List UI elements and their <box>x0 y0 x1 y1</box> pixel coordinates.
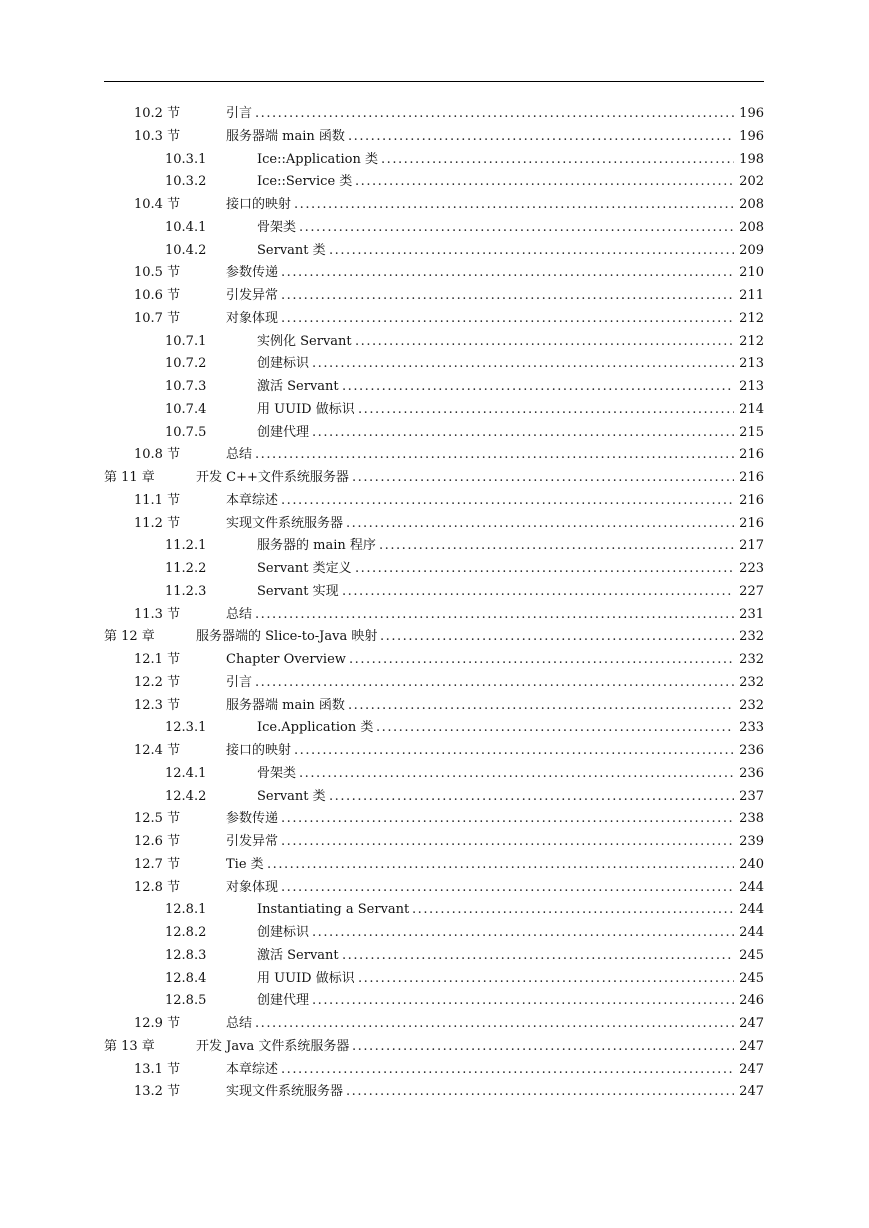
toc-entry-number: 10.7.1 <box>165 333 207 349</box>
toc-entry-section[interactable] <box>0 103 869 126</box>
toc-leader-dots <box>355 558 734 581</box>
toc-entry-sub[interactable] <box>0 581 869 604</box>
toc-leader-dots <box>299 217 734 240</box>
toc-entry-page-number: 232 <box>739 652 764 667</box>
toc-entry-title: Servant 实现 <box>257 583 339 599</box>
toc-entry-page-number: 247 <box>739 1084 764 1100</box>
toc-entry-title: 引发异常 <box>226 834 279 849</box>
toc-entry-page-number: 198 <box>739 151 764 167</box>
toc-entry-number: 12.3.1 <box>165 720 207 736</box>
toc-entry-number: 10.7 节 <box>134 310 181 326</box>
toc-entry-page-number: 236 <box>739 765 764 781</box>
toc-entry-title: 接口的映射 <box>226 197 292 212</box>
toc-entry-number: 10.3.2 <box>165 174 207 190</box>
toc-entry-number: 12.4 节 <box>134 743 181 758</box>
toc-entry-page-number: 196 <box>739 128 764 144</box>
toc-entry-section[interactable] <box>0 604 869 627</box>
toc-entry-page-number: 244 <box>739 925 764 940</box>
toc-entry-sub[interactable] <box>0 240 869 263</box>
toc-leader-dots <box>255 1013 734 1036</box>
toc-entry-section[interactable] <box>0 444 869 467</box>
toc-entry-section[interactable] <box>0 1013 869 1036</box>
toc-entry-sub[interactable] <box>0 717 869 740</box>
toc-entry-number: 11.2 节 <box>134 515 181 531</box>
toc-leader-dots <box>294 194 734 217</box>
toc-entry-section[interactable] <box>0 285 869 308</box>
toc-entry-title: Servant 类 <box>257 788 326 804</box>
toc-leader-dots <box>281 831 734 854</box>
toc-entry-number: 第 11 章 <box>104 470 155 485</box>
toc-entry-title: 创建代理 <box>257 424 310 440</box>
toc-entry-page-number: 232 <box>739 697 764 713</box>
toc-entry-page-number: 247 <box>739 1061 764 1077</box>
toc-entry-title: Servant 类定义 <box>257 561 352 576</box>
toc-entry-page-number: 240 <box>739 856 764 872</box>
toc-entry-page-number: 214 <box>739 401 764 417</box>
toc-leader-dots <box>352 1036 734 1059</box>
toc-entry-section[interactable] <box>0 126 869 149</box>
toc-leader-dots <box>358 399 734 422</box>
toc-entry-sub[interactable] <box>0 331 869 354</box>
toc-leader-dots <box>358 968 734 991</box>
toc-entry-page-number: 212 <box>739 333 764 349</box>
toc-entry-number: 10.2 节 <box>134 106 181 121</box>
toc-entry-section[interactable] <box>0 808 869 831</box>
toc-entry-title: 用 UUID 做标识 <box>257 401 355 417</box>
toc-entry-section[interactable] <box>0 740 869 763</box>
toc-entry-title: 总结 <box>226 1016 253 1031</box>
toc-entry-title: 引言 <box>226 674 253 690</box>
toc-entry-title: 参数传递 <box>226 811 279 827</box>
toc-entry-sub[interactable] <box>0 171 869 194</box>
toc-entry-title: 实现文件系统服务器 <box>226 1084 344 1100</box>
toc-entry-number: 12.8.4 <box>165 970 207 986</box>
toc-entry-number: 11.2.3 <box>165 583 207 599</box>
toc-leader-dots <box>352 467 734 490</box>
toc-entry-page-number: 245 <box>739 970 764 986</box>
toc-leader-dots <box>349 649 734 672</box>
toc-entry-number: 12.8.1 <box>165 902 207 918</box>
toc-entry-number: 11.1 节 <box>134 492 181 508</box>
toc-entry-page-number: 227 <box>739 583 764 599</box>
toc-entry-title: 激活 Servant <box>257 379 339 394</box>
toc-entry-number: 10.7.2 <box>165 356 207 372</box>
toc-entry-title: 开发 C++文件系统服务器 <box>196 470 349 485</box>
toc-leader-dots <box>312 353 734 376</box>
toc-leader-dots <box>267 854 734 877</box>
toc-entry-number: 10.5 节 <box>134 265 181 281</box>
toc-entry-title: Chapter Overview <box>226 652 346 667</box>
toc-entry-page-number: 215 <box>739 424 764 440</box>
toc-entry-number: 12.1 节 <box>134 652 181 667</box>
toc-entry-page-number: 208 <box>739 219 764 235</box>
toc-entry-page-number: 223 <box>739 561 764 576</box>
toc-leader-dots <box>342 581 734 604</box>
toc-entry-sub[interactable] <box>0 353 869 376</box>
toc-leader-dots <box>355 171 734 194</box>
toc-entry-page-number: 216 <box>739 470 764 485</box>
toc-entry-title: 总结 <box>226 447 253 463</box>
toc-entry-sub[interactable] <box>0 945 869 968</box>
toc-entry-title: Ice::Service 类 <box>257 174 353 190</box>
toc-entry-page-number: 232 <box>739 629 764 645</box>
toc-leader-dots <box>281 1059 734 1082</box>
toc-entry-sub[interactable] <box>0 922 869 945</box>
toc-entry-number: 11.2.2 <box>165 561 207 576</box>
toc-leader-dots <box>255 672 734 695</box>
toc-entry-title: 骨架类 <box>257 765 297 781</box>
toc-leader-dots <box>346 513 734 536</box>
toc-entry-number: 13.1 节 <box>134 1061 181 1077</box>
toc-entry-page-number: 210 <box>739 265 764 281</box>
toc-entry-page-number: 237 <box>739 788 764 804</box>
toc-entry-number: 12.2 节 <box>134 674 181 690</box>
toc-leader-dots <box>281 262 734 285</box>
toc-entry-page-number: 216 <box>739 515 764 531</box>
toc-entry-number: 12.4.2 <box>165 788 207 804</box>
toc-entry-page-number: 217 <box>739 538 764 554</box>
toc-entry-page-number: 238 <box>739 811 764 827</box>
toc-entry-title: 激活 Servant <box>257 947 339 963</box>
toc-entry-section[interactable] <box>0 194 869 217</box>
toc-entry-chapter[interactable] <box>0 467 869 490</box>
toc-entry-title: 引言 <box>226 106 253 121</box>
toc-entry-sub[interactable] <box>0 422 869 445</box>
toc-leader-dots <box>255 604 734 627</box>
toc-leader-dots <box>312 922 734 945</box>
toc-entry-section[interactable] <box>0 649 869 672</box>
toc-entry-number: 10.7.3 <box>165 379 207 394</box>
toc-entry-title: Ice::Application 类 <box>257 151 378 167</box>
toc-entry-sub[interactable] <box>0 217 869 240</box>
toc-entry-title: 服务器的 main 程序 <box>257 538 376 554</box>
toc-leader-dots <box>294 740 734 763</box>
toc-entry-title: 服务器端 main 函数 <box>226 128 345 144</box>
toc-entry-section[interactable] <box>0 877 869 900</box>
toc-entry-title: Ice.Application 类 <box>257 720 374 736</box>
toc-entry-title: 引发异常 <box>226 288 279 303</box>
toc-entry-number: 10.4.2 <box>165 242 207 258</box>
toc-entry-page-number: 245 <box>739 947 764 963</box>
toc-entry-number: 12.9 节 <box>134 1016 181 1031</box>
toc-entry-page-number: 202 <box>739 174 764 190</box>
toc-entry-number: 10.7.5 <box>165 424 207 440</box>
toc-entry-sub[interactable] <box>0 558 869 581</box>
toc-entry-title: Instantiating a Servant <box>257 902 410 918</box>
toc-leader-dots <box>346 1081 734 1104</box>
toc-entry-page-number: 244 <box>739 879 764 895</box>
toc-entry-sub[interactable] <box>0 149 869 172</box>
toc-entry-section[interactable] <box>0 513 869 536</box>
toc-entry-page-number: 211 <box>739 288 764 303</box>
toc-entry-page-number: 246 <box>739 993 764 1009</box>
toc-entry-title: 本章综述 <box>226 492 279 508</box>
toc-entry-section[interactable] <box>0 1059 869 1082</box>
toc-entry-number: 11.2.1 <box>165 538 207 554</box>
toc-entry-title: 实例化 Servant <box>257 333 352 349</box>
toc-entry-number: 第 12 章 <box>104 629 155 645</box>
toc-leader-dots <box>381 149 734 172</box>
toc-entry-number: 12.8.2 <box>165 925 207 940</box>
toc-entry-page-number: 213 <box>739 356 764 372</box>
toc-leader-dots <box>412 899 734 922</box>
toc-entry-title: 创建标识 <box>257 356 310 372</box>
toc-entry-title: 创建标识 <box>257 925 310 940</box>
toc-entry-section[interactable] <box>0 672 869 695</box>
toc-leader-dots <box>281 490 734 513</box>
toc-entry-section[interactable] <box>0 854 869 877</box>
toc-entry-sub[interactable] <box>0 968 869 991</box>
toc-leader-dots <box>312 990 734 1013</box>
toc-entry-sub[interactable] <box>0 535 869 558</box>
toc-entry-section[interactable] <box>0 695 869 718</box>
toc-leader-dots <box>281 808 734 831</box>
toc-entry-section[interactable] <box>0 262 869 285</box>
toc-entry-page-number: 196 <box>739 106 764 121</box>
toc-entry-number: 13.2 节 <box>134 1084 181 1100</box>
toc-leader-dots <box>281 308 734 331</box>
toc-entry-sub[interactable] <box>0 399 869 422</box>
toc-entry-chapter[interactable] <box>0 1036 869 1059</box>
toc-entry-sub[interactable] <box>0 990 869 1013</box>
toc-leader-dots <box>281 877 734 900</box>
toc-entry-page-number: 212 <box>739 310 764 326</box>
toc-entry-sub[interactable] <box>0 376 869 399</box>
toc-entry-title: 创建代理 <box>257 993 310 1009</box>
toc-leader-dots <box>348 126 734 149</box>
toc-entry-number: 10.3 节 <box>134 128 181 144</box>
toc-entry-number: 10.4.1 <box>165 219 207 235</box>
header-rule <box>104 81 764 82</box>
toc-entry-section[interactable] <box>0 490 869 513</box>
toc-entry-sub[interactable] <box>0 786 869 809</box>
toc-entry-page-number: 216 <box>739 447 764 463</box>
toc-entry-page-number: 247 <box>739 1038 764 1054</box>
toc-entry-title: 服务器端的 Slice-to-Java 映射 <box>196 629 378 645</box>
toc-entry-page-number: 209 <box>739 242 764 258</box>
toc-entry-number: 12.4.1 <box>165 765 207 781</box>
table-of-contents <box>0 103 869 1104</box>
toc-entry-title: Tie 类 <box>226 856 264 872</box>
toc-entry-sub[interactable] <box>0 763 869 786</box>
toc-entry-title: 骨架类 <box>257 219 297 235</box>
toc-entry-page-number: 213 <box>739 379 764 394</box>
toc-entry-title: 本章综述 <box>226 1061 279 1077</box>
toc-leader-dots <box>329 240 734 263</box>
toc-leader-dots <box>255 103 734 126</box>
toc-entry-title: 服务器端 main 函数 <box>226 697 345 713</box>
toc-entry-chapter[interactable] <box>0 626 869 649</box>
toc-leader-dots <box>281 285 734 308</box>
toc-leader-dots <box>312 422 734 445</box>
toc-entry-page-number: 231 <box>739 606 764 622</box>
toc-entry-number: 12.8.5 <box>165 993 207 1009</box>
toc-entry-page-number: 208 <box>739 197 764 212</box>
toc-entry-title: Servant 类 <box>257 242 326 258</box>
toc-entry-number: 10.4 节 <box>134 197 181 212</box>
toc-entry-number: 12.7 节 <box>134 856 181 872</box>
toc-entry-title: 对象体现 <box>226 879 279 895</box>
toc-entry-number: 10.3.1 <box>165 151 207 167</box>
toc-entry-page-number: 233 <box>739 720 764 736</box>
toc-entry-title: 实现文件系统服务器 <box>226 515 344 531</box>
toc-entry-page-number: 244 <box>739 902 764 918</box>
toc-entry-title: 接口的映射 <box>226 743 292 758</box>
toc-entry-number: 10.7.4 <box>165 401 207 417</box>
toc-entry-number: 12.5 节 <box>134 811 181 827</box>
toc-leader-dots <box>342 376 734 399</box>
toc-entry-number: 12.8.3 <box>165 947 207 963</box>
toc-entry-page-number: 216 <box>739 492 764 508</box>
toc-leader-dots <box>299 763 734 786</box>
toc-leader-dots <box>342 945 734 968</box>
toc-leader-dots <box>255 444 734 467</box>
toc-entry-page-number: 232 <box>739 674 764 690</box>
toc-entry-number: 10.8 节 <box>134 447 181 463</box>
toc-leader-dots <box>380 626 734 649</box>
toc-entry-number: 12.8 节 <box>134 879 181 895</box>
toc-entry-sub[interactable] <box>0 899 869 922</box>
toc-entry-page-number: 239 <box>739 834 764 849</box>
toc-entry-number: 11.3 节 <box>134 606 181 622</box>
toc-entry-number: 10.6 节 <box>134 288 181 303</box>
toc-leader-dots <box>376 717 734 740</box>
toc-entry-section[interactable] <box>0 308 869 331</box>
toc-entry-title: 对象体现 <box>226 310 279 326</box>
toc-leader-dots <box>348 695 734 718</box>
toc-entry-title: 开发 Java 文件系统服务器 <box>196 1038 350 1054</box>
toc-entry-number: 12.3 节 <box>134 697 181 713</box>
toc-entry-title: 总结 <box>226 606 253 622</box>
toc-entry-section[interactable] <box>0 1081 869 1104</box>
toc-entry-page-number: 247 <box>739 1016 764 1031</box>
toc-entry-title: 参数传递 <box>226 265 279 281</box>
toc-leader-dots <box>329 786 734 809</box>
toc-entry-number: 12.6 节 <box>134 834 181 849</box>
toc-entry-title: 用 UUID 做标识 <box>257 970 355 986</box>
toc-leader-dots <box>355 331 734 354</box>
toc-leader-dots <box>379 535 734 558</box>
toc-entry-page-number: 236 <box>739 743 764 758</box>
toc-entry-number: 第 13 章 <box>104 1038 155 1054</box>
toc-entry-section[interactable] <box>0 831 869 854</box>
